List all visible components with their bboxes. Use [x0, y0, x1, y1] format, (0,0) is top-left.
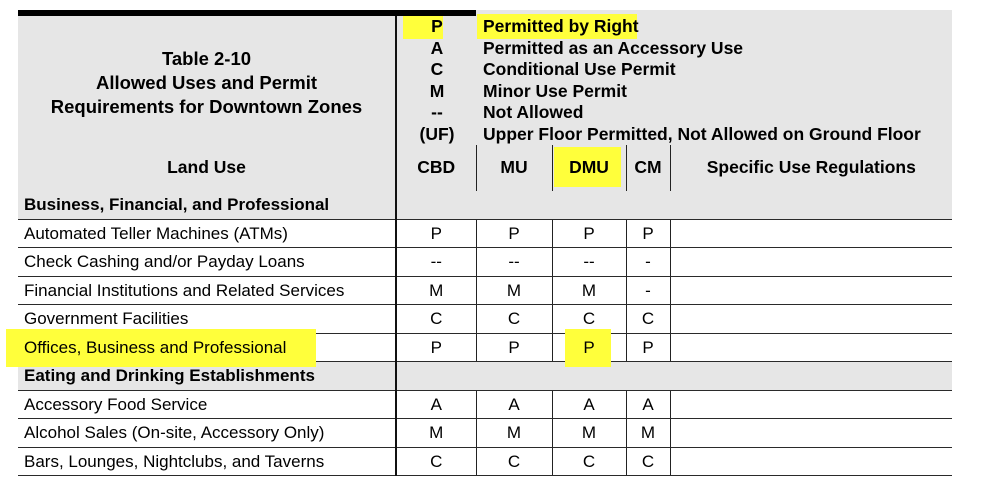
- section-label: Business, Financial, and Professional: [18, 191, 396, 219]
- legend-code: --: [431, 102, 443, 122]
- table-title-line: Requirements for Downtown Zones: [50, 95, 363, 117]
- cell-regulations: [670, 419, 952, 448]
- row-label: Offices, Business and Professional: [18, 333, 396, 362]
- row-label: Financial Institutions and Related Services: [18, 276, 396, 305]
- cell-dmu: P: [552, 333, 626, 362]
- column-header-row: [18, 145, 952, 191]
- table-row: [18, 333, 952, 362]
- cell-dmu: C: [552, 447, 626, 476]
- cell-regulations: [670, 333, 952, 362]
- table-row: [18, 219, 952, 248]
- legend-desc: Conditional Use Permit: [483, 59, 676, 79]
- legend-desc: Upper Floor Permitted, Not Allowed on Ground Floor: [483, 123, 921, 144]
- legend-code: P: [397, 18, 477, 36]
- table-row: [18, 447, 952, 476]
- cell-dmu: M: [552, 419, 626, 448]
- col-header-cbd: CBD: [396, 145, 476, 191]
- legend-row: [397, 16, 952, 38]
- table-row: [18, 390, 952, 419]
- legend-desc: Permitted by Right: [477, 18, 639, 36]
- table-row: [18, 248, 952, 277]
- cell-regulations: [670, 447, 952, 476]
- cell-cm: P: [626, 333, 670, 362]
- col-header-specific-use: Specific Use Regulations: [670, 145, 952, 191]
- table-title: [18, 10, 396, 145]
- table-row: [18, 419, 952, 448]
- row-label: Accessory Food Service: [18, 390, 396, 419]
- row-label: Bars, Lounges, Nightclubs, and Taverns: [18, 447, 396, 476]
- cell-cm: M: [626, 419, 670, 448]
- legend: [396, 10, 952, 145]
- cell-cm: -: [626, 276, 670, 305]
- cell-cbd: M: [396, 419, 476, 448]
- cell-mu: P: [476, 333, 552, 362]
- table-title-line: Table 2-10: [161, 47, 252, 69]
- section-row: [18, 191, 952, 219]
- legend-row: [397, 81, 952, 103]
- cell-cbd: P: [396, 219, 476, 248]
- cell-mu: P: [476, 219, 552, 248]
- cell-regulations: [670, 305, 952, 334]
- cell-regulations: [670, 219, 952, 248]
- legend-row: [397, 38, 952, 60]
- cell-cbd: C: [396, 447, 476, 476]
- legend-code: C: [430, 59, 444, 79]
- legend-desc: Not Allowed: [483, 102, 584, 122]
- cell-mu: C: [476, 447, 552, 476]
- cell-cbd: C: [396, 305, 476, 334]
- section-label: Eating and Drinking Establishments: [18, 362, 396, 391]
- cell-cbd: A: [396, 390, 476, 419]
- cell-cbd: P: [396, 333, 476, 362]
- col-header-mu: MU: [476, 145, 552, 191]
- cell-mu: A: [476, 390, 552, 419]
- legend-code: A: [430, 37, 444, 58]
- cell-regulations: [670, 276, 952, 305]
- col-header-cm: CM: [626, 145, 670, 191]
- allowed-uses-table: [18, 10, 952, 476]
- table-row: [18, 276, 952, 305]
- cell-cm: C: [626, 447, 670, 476]
- cell-mu: C: [476, 305, 552, 334]
- legend-row: [397, 59, 952, 81]
- row-label: Automated Teller Machines (ATMs): [18, 219, 396, 248]
- cell-dmu: --: [552, 248, 626, 277]
- cell-mu: M: [476, 419, 552, 448]
- legend-row: [397, 124, 952, 146]
- row-label: Alcohol Sales (On-site, Accessory Only): [18, 419, 396, 448]
- row-label: Check Cashing and/or Payday Loans: [18, 248, 396, 277]
- cell-cbd: --: [396, 248, 476, 277]
- table-title-line: Allowed Uses and Permit: [95, 71, 318, 93]
- legend-code: (UF): [419, 123, 455, 144]
- cell-regulations: [670, 390, 952, 419]
- legend-desc: Minor Use Permit: [483, 80, 627, 101]
- top-rule: [18, 10, 476, 16]
- cell-dmu: P: [552, 219, 626, 248]
- row-label: Government Facilities: [18, 305, 396, 334]
- cell-cm: C: [626, 305, 670, 334]
- cell-dmu: C: [552, 305, 626, 334]
- legend-row: [397, 102, 952, 124]
- cell-cm: P: [626, 219, 670, 248]
- cell-mu: --: [476, 248, 552, 277]
- cell-cm: -: [626, 248, 670, 277]
- cell-dmu: M: [552, 276, 626, 305]
- cell-mu: M: [476, 276, 552, 305]
- col-header-land-use: Land Use: [18, 145, 396, 191]
- cell-cbd: M: [396, 276, 476, 305]
- cell-cm: A: [626, 390, 670, 419]
- cell-regulations: [670, 248, 952, 277]
- cell-dmu: A: [552, 390, 626, 419]
- legend-desc: Permitted as an Accessory Use: [483, 37, 744, 58]
- legend-code: M: [429, 80, 445, 101]
- col-header-dmu: DMU: [552, 145, 626, 191]
